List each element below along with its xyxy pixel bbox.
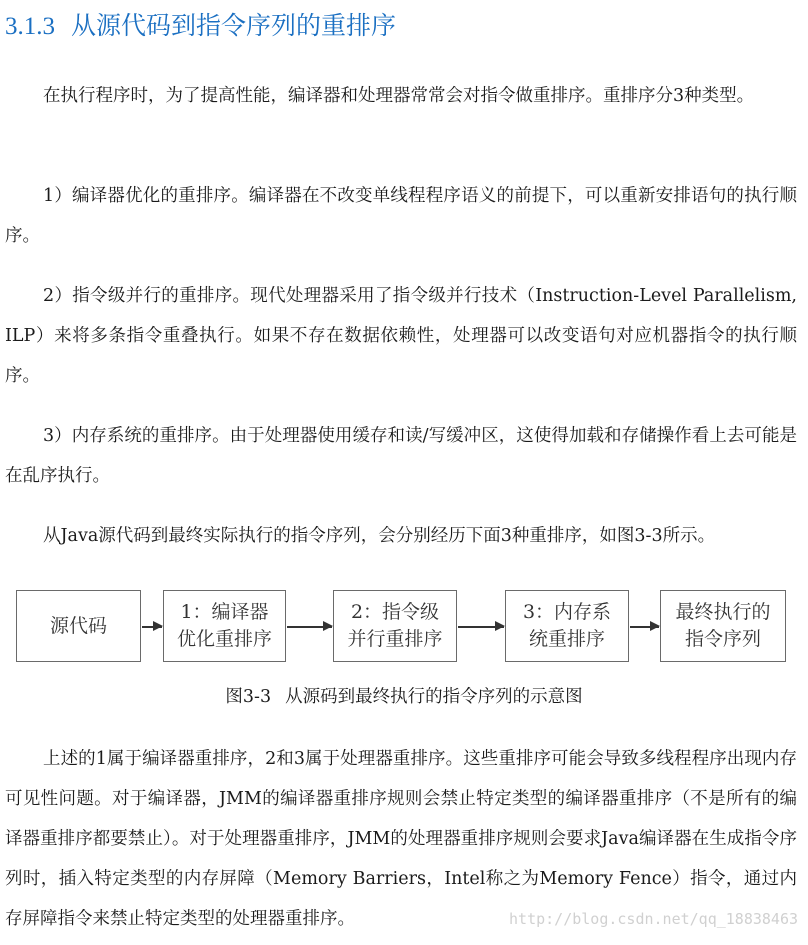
reordering-flow-diagram: [16, 590, 786, 665]
figure-caption: [0, 683, 808, 708]
figure-number: 图3-3: [225, 687, 272, 707]
box-line: 指令序列: [684, 628, 761, 650]
diagram-box-ilp: [333, 590, 457, 662]
box-line: 3：内存系: [522, 601, 612, 623]
paragraph-summary: 上述的1属于编译器重排序，2和3属于处理器重排序。这些重排序可能会导致多线程程序出现内存可见性问题。对于编译器，JMM的编译器重排序规则会禁止特定类型的编译器重排序（不是所有的编译器重排序都要禁止）。对于处理器重排序，JMM的处理器重排序规则会要求Java编译器在生成指令序列时，插入特定类型的内存屏障（Memory Barriers，Intel称之为Memory Fence）指令，通过内存屏障指令来禁止特定类型的处理器重排序。: [5, 749, 797, 929]
paragraph-compiler-reordering: 1）编译器优化的重排序。编译器在不改变单线程程序语义的前提下，可以重新安排语句的执行顺序。: [5, 186, 797, 246]
flow-arrow: [287, 626, 332, 628]
diagram-box-compiler: [163, 590, 286, 662]
paragraph-figure-intro: 从Java源代码到最终实际执行的指令序列，会分别经历下面3种重排序，如图3-3所示。: [43, 526, 716, 546]
box-line: 并行重排序: [347, 628, 443, 650]
box-line: 优化重排序: [176, 628, 272, 650]
diagram-box-memory: [505, 590, 629, 662]
box-line: 1：编译器: [180, 601, 269, 623]
section-heading: [5, 6, 396, 42]
box-line: 源代码: [49, 614, 107, 637]
section-title: 从源代码到指令序列的重排序: [71, 13, 397, 40]
box-line: 统重排序: [528, 628, 605, 650]
diagram-box-source: [16, 590, 141, 662]
section-number: 3.1.3: [5, 13, 55, 40]
box-line: 2：指令级: [350, 601, 440, 623]
flow-arrow: [458, 626, 504, 628]
watermark: http://blog.csdn.net/qq_18838463: [509, 910, 798, 928]
figure-caption-text: 从源码到最终执行的指令序列的示意图: [285, 687, 583, 707]
box-line: 最终执行的: [675, 601, 771, 623]
flow-arrow: [142, 626, 162, 628]
paragraph-intro: 在执行程序时，为了提高性能，编译器和处理器常常会对指令做重排序。重排序分3种类型。: [43, 86, 755, 106]
paragraph-ilp-reordering: 2）指令级并行的重排序。现代处理器采用了指令级并行技术（Instruction-Level Parallelism, ILP）来将多条指令重叠执行。如果不存在数据依赖性，处理器可以改变语句对应机器指令的执行顺序。: [5, 286, 797, 386]
diagram-box-final: [660, 590, 786, 662]
flow-arrow: [630, 626, 659, 628]
paragraph-memory-reordering: 3）内存系统的重排序。由于处理器使用缓存和读/写缓冲区，这使得加载和存储操作看上去可能是在乱序执行。: [5, 426, 797, 486]
